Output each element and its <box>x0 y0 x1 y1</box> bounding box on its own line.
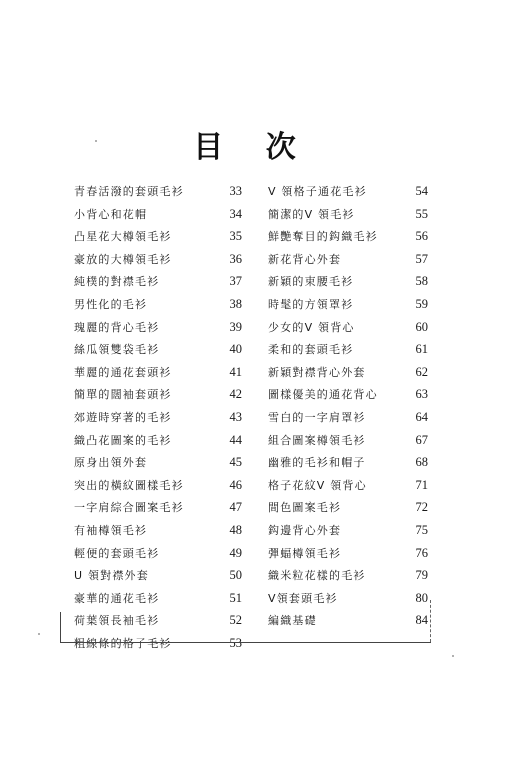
toc-entry <box>74 361 242 384</box>
toc-entry <box>74 496 242 519</box>
toc-entry <box>268 225 428 248</box>
toc-entry-page: 43 <box>229 409 242 424</box>
toc-entry-title: 豪華的通花毛衫 <box>74 591 160 605</box>
toc-entry-title: 彈蝠樽領毛衫 <box>268 546 342 560</box>
toc-entry-title: 華麗的通花套頭衫 <box>74 365 172 379</box>
toc-entry-title: 幽雅的毛衫和帽子 <box>268 456 366 470</box>
toc-entry <box>268 316 428 339</box>
toc-entry <box>268 338 428 361</box>
toc-entry <box>74 519 242 542</box>
toc-entry-title: 組合圖案樽領毛衫 <box>268 433 366 447</box>
toc-entry <box>268 361 428 384</box>
toc-entry-title: 凸星花大樽領毛衫 <box>74 230 172 244</box>
toc-entry-page: 40 <box>229 342 242 357</box>
toc-entry <box>74 180 242 203</box>
toc-entry-page: 60 <box>415 319 428 334</box>
toc-entry-title: 豪放的大樽領毛衫 <box>74 252 172 266</box>
toc-right-column <box>268 180 428 632</box>
toc-entry-page: 62 <box>415 364 428 379</box>
toc-entry-title: 間色圖案毛衫 <box>268 501 342 515</box>
toc-entry-page: 52 <box>229 613 242 628</box>
toc-entry <box>74 225 242 248</box>
toc-entry-page: 50 <box>229 568 242 583</box>
toc-entry <box>74 248 242 271</box>
bracket-frame <box>60 612 431 643</box>
toc-entry-page: 35 <box>229 229 242 244</box>
bracket-frame-right <box>430 600 432 642</box>
toc-entry-page: 56 <box>415 229 428 244</box>
toc-entry <box>268 587 428 610</box>
paper-speck <box>38 633 40 635</box>
toc-entry <box>268 248 428 271</box>
toc-entry-title: 時髦的方領罩衫 <box>268 297 354 311</box>
toc-entry <box>74 564 242 587</box>
toc-entry-title: 織米粒花樣的毛衫 <box>268 569 366 583</box>
toc-entry <box>74 542 242 565</box>
toc-entry-page: 59 <box>415 296 428 311</box>
toc-entry-page: 67 <box>415 432 428 447</box>
toc-entry-page: 49 <box>229 545 242 560</box>
toc-entry <box>268 474 428 497</box>
toc-entry <box>268 542 428 565</box>
toc-entry-title: 編織基礎 <box>268 614 317 628</box>
toc-entry <box>74 293 242 316</box>
toc-entry-title: 突出的橫紋圖樣毛衫 <box>74 478 184 492</box>
toc-entry-page: 36 <box>229 251 242 266</box>
toc-entry-title: 有袖樽領毛衫 <box>74 523 148 537</box>
toc-entry-page: 64 <box>415 409 428 424</box>
toc-entry-title: 瑰麗的背心毛衫 <box>74 320 160 334</box>
toc-entry-page: 63 <box>415 387 428 402</box>
toc-entry <box>74 270 242 293</box>
toc-entry-page: 37 <box>229 274 242 289</box>
toc-entry-title: 鈎邊背心外套 <box>268 523 342 537</box>
toc-entry-page: 44 <box>229 432 242 447</box>
toc-entry-title: 郊遊時穿著的毛衫 <box>74 410 172 424</box>
toc-entry <box>268 496 428 519</box>
toc-entry <box>268 429 428 452</box>
toc-entry-title: V領套頭毛衫 <box>268 591 338 605</box>
toc-entry-title: 織凸花圖案的毛衫 <box>74 433 172 447</box>
toc-entry-page: 45 <box>229 455 242 470</box>
toc-entry-page: 46 <box>229 477 242 492</box>
toc-entry-title: 簡潔的V 領毛衫 <box>268 207 355 221</box>
toc-entry-title: 粗線條的格子毛衫 <box>74 636 172 650</box>
toc-entry-title: 少女的V 領背心 <box>268 320 355 334</box>
toc-entry <box>74 338 242 361</box>
toc-entry <box>74 587 242 610</box>
toc-entry-page: 72 <box>415 500 428 515</box>
toc-entry-page: 54 <box>415 184 428 198</box>
toc-entry-title: 新穎對襟背心外套 <box>268 365 366 379</box>
toc-entry <box>74 429 242 452</box>
toc-entry-title: 新花背心外套 <box>268 252 342 266</box>
toc-entry-title: 荷葉領長袖毛衫 <box>74 614 160 628</box>
toc-entry-title: 簡單的闊袖套頭衫 <box>74 388 172 402</box>
toc-entry-page: 47 <box>229 500 242 515</box>
toc-entry <box>268 451 428 474</box>
toc-entry-page: 42 <box>229 387 242 402</box>
toc-entry-title: 小背心和花帽 <box>74 207 148 221</box>
toc-entry-title: 青春活潑的套頭毛衫 <box>74 185 184 198</box>
toc-entry-page: 61 <box>415 342 428 357</box>
paper-speck <box>452 655 454 657</box>
toc-entry-title: 絲瓜領雙袋毛衫 <box>74 343 160 357</box>
toc-entry-page: 33 <box>229 184 242 198</box>
toc-entry-page: 38 <box>229 296 242 311</box>
toc-entry-page: 53 <box>229 635 242 650</box>
toc-entry <box>74 474 242 497</box>
toc-entry-page: 71 <box>415 477 428 492</box>
toc-entry-page: 34 <box>229 206 242 221</box>
toc-entry <box>268 293 428 316</box>
toc-entry-title: 男性化的毛衫 <box>74 297 148 311</box>
toc-entry <box>268 270 428 293</box>
toc-entry-page: 79 <box>415 568 428 583</box>
toc-entry <box>74 316 242 339</box>
toc-entry-title: 一字肩綜合圖案毛衫 <box>74 501 184 515</box>
toc-entry-page: 76 <box>415 545 428 560</box>
toc-entry <box>268 406 428 429</box>
toc-entry-title: 輕便的套頭毛衫 <box>74 546 160 560</box>
toc-entry-title: U 領對襟外套 <box>74 569 149 583</box>
toc-entry-page: 75 <box>415 522 428 537</box>
toc-entry-title: 純樸的對襟毛衫 <box>74 275 160 289</box>
toc-entry <box>268 180 428 203</box>
toc-entry-title: 鮮艷奪目的鈎織毛衫 <box>268 230 378 244</box>
toc-entry <box>268 519 428 542</box>
toc-entry-page: 39 <box>229 319 242 334</box>
toc-entry-page: 55 <box>415 206 428 221</box>
toc-entry-page: 68 <box>415 455 428 470</box>
toc-entry-page: 41 <box>229 364 242 379</box>
toc-entry-title: 柔和的套頭毛衫 <box>268 343 354 357</box>
toc-entry-page: 84 <box>415 613 428 628</box>
toc-entry-title: V 領格子通花毛衫 <box>268 185 367 198</box>
toc-entry-page: 80 <box>415 590 428 605</box>
toc-entry-page: 58 <box>415 274 428 289</box>
toc-entry <box>268 564 428 587</box>
toc-entry <box>268 383 428 406</box>
toc-entry-title: 圖樣優美的通花背心 <box>268 388 378 402</box>
toc-entry <box>74 451 242 474</box>
toc-entry-page: 51 <box>229 590 242 605</box>
toc-left-column <box>74 180 242 654</box>
toc-entry-title: 原身出領外套 <box>74 456 148 470</box>
toc-entry <box>74 203 242 226</box>
toc-entry <box>74 383 242 406</box>
toc-entry-page: 57 <box>415 251 428 266</box>
paper-speck <box>95 140 97 142</box>
toc-entry-title: 格子花紋V 領背心 <box>268 478 367 492</box>
toc-entry <box>74 406 242 429</box>
toc-entry-page: 48 <box>229 522 242 537</box>
toc-entry <box>268 203 428 226</box>
page-title: 目 次 <box>193 130 312 165</box>
toc-entry-title: 雪白的一字肩罩衫 <box>268 410 366 424</box>
toc-entry-title: 新穎的束腰毛衫 <box>268 275 354 289</box>
